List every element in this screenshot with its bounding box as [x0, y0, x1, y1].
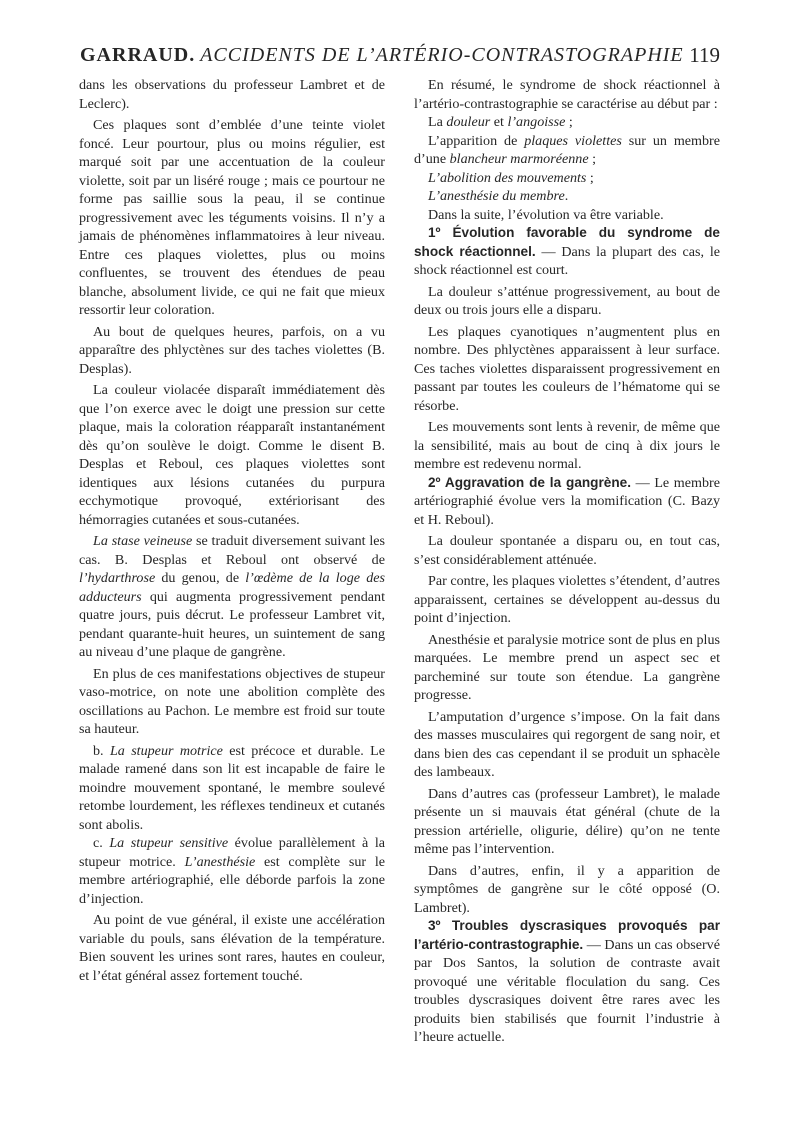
text: et	[490, 114, 508, 130]
paragraph: La douleur spontanée a disparu ou, en tout cas, s’est considérablement atténuée.	[414, 533, 720, 568]
text: du genou, de	[155, 570, 246, 586]
running-header	[80, 40, 720, 70]
italic-text: l’œdème de la loge des adducteurs	[79, 570, 385, 605]
paragraph: Par contre, les plaques violettes s’étendent, d’autres apparaissent, certaines se développent au-dessus du point d’injection.	[414, 573, 720, 626]
paragraph: Dans d’autres cas (professeur Lambret), le malade présente un si mauvais état général (chute de la pression artérielle, oligurie, délire) qu’on ne tente même pas l’intervention.	[414, 785, 720, 857]
paragraph: Dans d’autres, enfin, il y a apparition de symptômes de gangrène sur le côté opposé (O. Lambret).	[414, 862, 720, 916]
paragraph: Au bout de quelques heures, parfois, on a vu apparaître des phlyctènes sur des taches violettes (B. Desplas).	[79, 323, 385, 377]
italic-text: L’anesthésie du membre	[428, 188, 565, 204]
list-item	[414, 132, 720, 169]
list-item	[414, 187, 720, 206]
text: b.	[93, 742, 110, 759]
paragraph	[79, 742, 385, 835]
italic-text: blancheur marmoréenne	[449, 151, 589, 167]
text: .	[564, 188, 569, 204]
section-heading: 1º Évolution favorable du syndrome de shock réactionnel.	[414, 225, 720, 259]
paragraph: dans les observations du professeur Lambret et de Leclerc).	[79, 77, 385, 112]
paragraph: Au point de vue général, il existe une accélération variable du pouls, sans élévation de la température. Bien souvent les urines sont rares, hautes en couleur, et l’état général assez fortement touché.	[79, 912, 385, 984]
section-paragraph	[414, 917, 720, 1047]
text: ;	[588, 151, 597, 167]
section-paragraph	[414, 474, 720, 530]
text: est précoce et durable. Le malade ramené dans son lit est incapable de faire le moindre mouvement spontané, le membre soulevé retombe lourdement, les réflexes tendineux et cutanés sont abolis.	[79, 742, 386, 833]
italic-text: l’hydarthrose	[79, 570, 156, 586]
text: sur un membre d’une	[414, 132, 721, 167]
section-paragraph	[414, 224, 720, 280]
italic-text: La stupeur sensitive	[109, 835, 229, 851]
text: ;	[586, 169, 594, 186]
italic-text: plaques violettes	[524, 132, 622, 149]
italic-text: l’angoisse	[507, 114, 566, 130]
paragraph: En résumé, le syndrome de shock réactionnel à l’artério-contrastographie se caractérise au début par :	[414, 77, 720, 112]
section-heading: 3º Troubles dyscrasiques provoqués par l’artério-contrastographie.	[414, 918, 720, 952]
paragraph: L’amputation d’urgence s’impose. On la fait dans des masses musculaires qui regorgent de sang noir, et dans bien des cas cependant il se produit un sphacèle des lambeaux.	[414, 708, 720, 780]
italic-text: douleur	[446, 114, 491, 130]
text: — Le membre artériographié évolue vers la momification (C. Bazy et H. Reboul).	[414, 474, 720, 528]
paragraph	[79, 532, 385, 662]
page-number: 119	[689, 43, 720, 67]
italic-text: La stase veineuse	[93, 533, 193, 549]
italic-text: La stupeur motrice	[109, 742, 223, 759]
list-item	[414, 169, 720, 188]
paragraph: Anesthésie et paralysie motrice sont de plus en plus marquées. Le membre prend un aspect sec et parcheminé sur toute son étendue. La gangrène progresse.	[414, 631, 720, 703]
text: évolue parallèlement à la stupeur motrice.	[79, 835, 385, 870]
list-item	[414, 113, 720, 132]
header-title: ACCIDENTS DE L’ARTÉRIO-CONTRASTOGRAPHIE	[200, 44, 684, 66]
text: est complète sur le membre artériographié, elle déborde parfois la zone d’injection.	[79, 853, 385, 907]
text: se traduit diversement suivant les cas. B. Desplas et Reboul ont observé de	[79, 533, 385, 568]
text: — Dans un cas observé par Dos Santos, la solution de contraste avait provoqué une véritable floculation du sang. Ces troubles dyscrasiques doivent être rares avec les produits bien stabilisés que fournit l’industrie à l’heure actuelle.	[414, 936, 720, 1045]
paragraph: Les plaques cyanotiques n’augmentent plus en nombre. Des phlyctènes apparaissent à leur surface. Ces taches violettes disparaissent progressivement en passant par toutes les couleurs de l’hématome qui se résorbe.	[414, 323, 720, 414]
paragraph: Dans la suite, l’évolution va être variable.	[428, 206, 664, 223]
section-heading: 2º Aggravation de la gangrène.	[428, 474, 631, 490]
text: qui augmenta progressivement pendant quatre jours, puis décrut. Le professeur Lambret vit, pendant quarante-huit heures, un suintement de sang au niveau d’une plaque de gangrène.	[79, 588, 385, 660]
paragraph: En plus de ces manifestations objectives de stupeur vaso-motrice, on note une abolition complète des oscillations au Pachon. Le membre est froid sur toute sa hauteur.	[79, 665, 385, 737]
italic-text: L’abolition des mouvements	[428, 169, 587, 186]
paragraph: Ces plaques sont d’emblée d’une teinte violet foncé. Leur pourtour, plus ou moins régulier, est marqué soit par une accentuation de la couleur violette, soit par un liséré rouge ; mais ce pourtour ne forme pas saillie sous la peau, il se continue progressivement avec les téguments voisins. Il n’y a jamais de phénomènes inflammatoires à leur niveau. Entre ces plaques violettes, plus ou moins confluentes, se trouvent des étendues de peau blanche, absolument livide, ce qui ne fait que mieux ressortir leur coloration.	[79, 117, 385, 318]
italic-text: L’anesthésie	[184, 853, 256, 870]
paragraph	[79, 834, 385, 908]
left-column	[79, 76, 385, 985]
text: ;	[565, 114, 573, 130]
text: — Dans la plupart des cas, le shock réactionnel est court.	[414, 243, 720, 278]
paragraph: La couleur violacée disparaît immédiatement dès que l’on exerce avec le doigt une pression sur cette plaque, mais la coloration réapparaît instantanément dès qu’on soulève le doigt. Comme le disent B. Desplas et Reboul, ces plaques violettes sont identiques aux lésions cutanées du purpura ecchymotique provoqué, extériorisant des hémorragies cutanées et sous-cutanées.	[79, 382, 385, 528]
text: c.	[93, 835, 110, 851]
header-author: GARRAUD.	[80, 44, 196, 66]
paragraph: La douleur s’atténue progressivement, au bout de deux ou trois jours elle a disparu.	[414, 283, 720, 318]
text: L’apparition de	[428, 132, 525, 149]
text: La	[428, 114, 447, 130]
paragraph: Les mouvements sont lents à revenir, de même que la sensibilité, mais au bout de cinq à dix jours le membre est redevenu normal.	[414, 419, 720, 472]
right-column	[414, 76, 720, 1047]
